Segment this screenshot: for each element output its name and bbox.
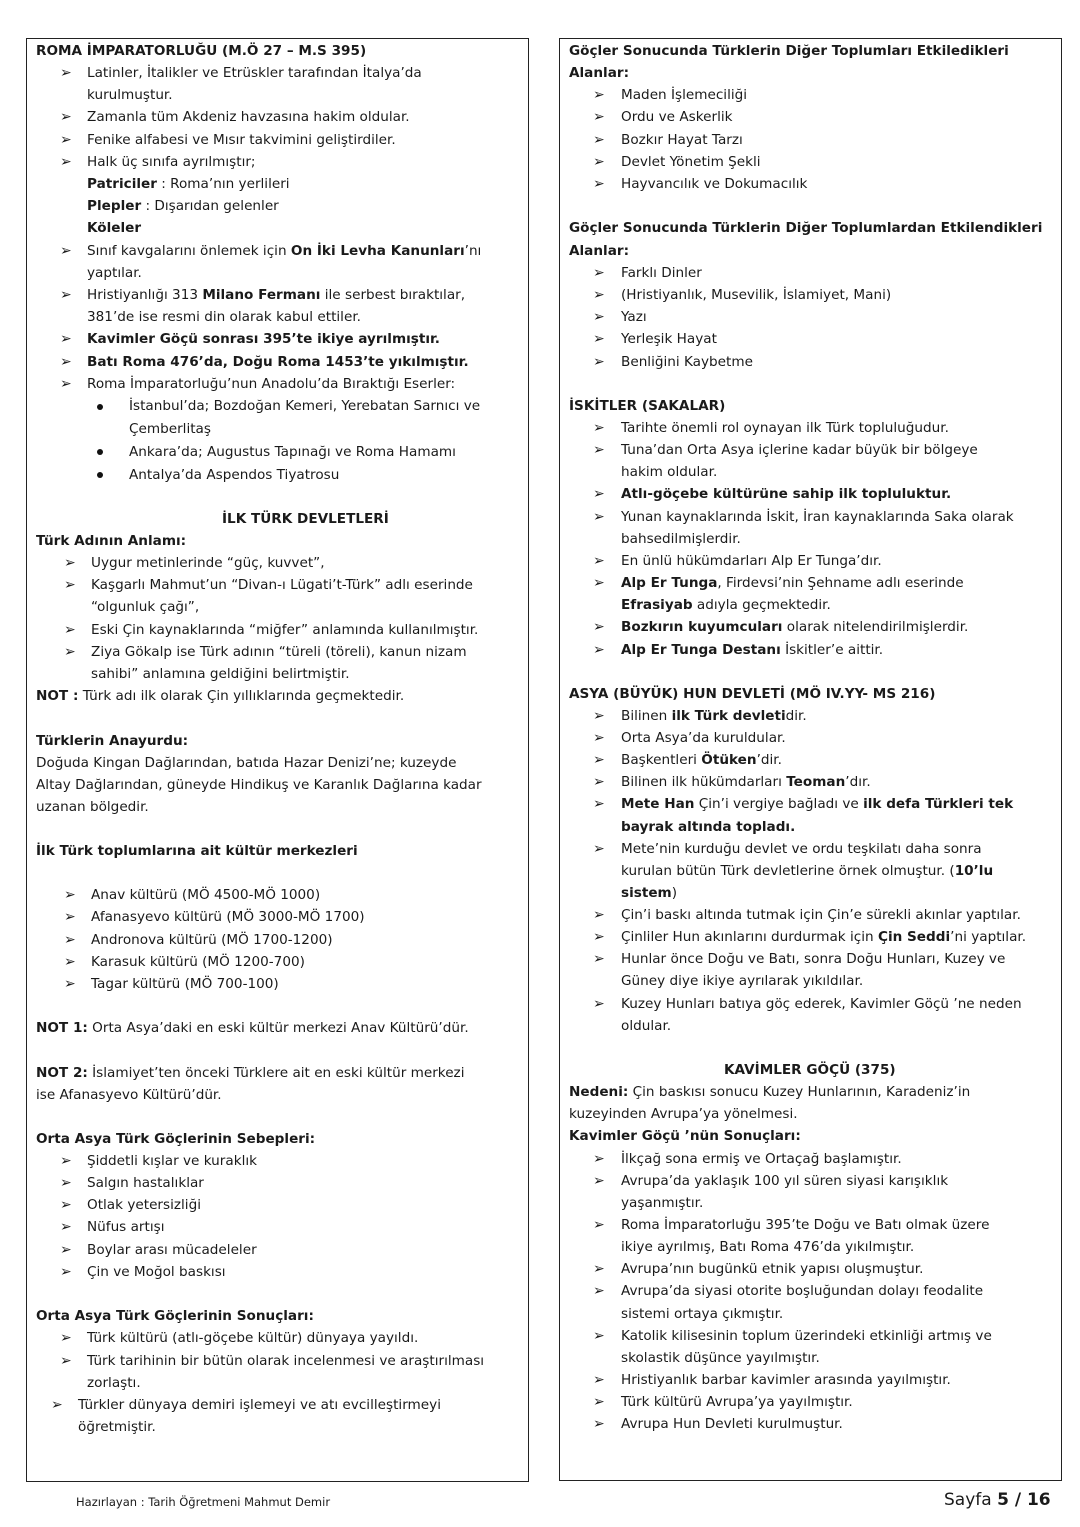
arrow-icon: ➢ <box>593 642 605 658</box>
arrow-icon: ➢ <box>60 243 72 259</box>
arrow-icon: ➢ <box>60 1242 72 1258</box>
arrow-icon: ➢ <box>593 575 605 591</box>
class-patriciler: Patriciler : Roma’nın yerlileri <box>87 176 290 192</box>
arrow-icon: ➢ <box>64 976 76 992</box>
arrow-icon: ➢ <box>593 1372 605 1388</box>
arrow-icon: ➢ <box>593 1261 605 1277</box>
kavimler-title: KAVİMLER GÖÇÜ (375) <box>724 1062 896 1078</box>
etkiledikleri-title: Göçler Sonucunda Türklerin Diğer Toplumları Etkiledikleri <box>569 43 1009 59</box>
arrow-icon: ➢ <box>593 331 605 347</box>
arrow-icon: ➢ <box>64 887 76 903</box>
roma-title: ROMA İMPARATORLUĞU (M.Ö 27 – M.S 395) <box>36 43 367 59</box>
arrow-icon: ➢ <box>593 154 605 170</box>
arrow-icon: ➢ <box>64 644 76 660</box>
kavimler-sonuc-title: Kavimler Göçü ’nün Sonuçları: <box>569 1128 801 1144</box>
kultur-title: İlk Türk toplumlarına ait kültür merkezleri <box>36 843 358 859</box>
arrow-icon: ➢ <box>60 1197 72 1213</box>
arrow-icon: ➢ <box>60 1153 72 1169</box>
arrow-icon: ➢ <box>593 708 605 724</box>
arrow-icon: ➢ <box>593 907 605 923</box>
arrow-icon: ➢ <box>593 774 605 790</box>
hun-title: ASYA (BÜYÜK) HUN DEVLETİ (MÖ IV.YY- MS 216) <box>569 686 936 702</box>
arrow-icon: ➢ <box>593 996 605 1012</box>
arrow-icon: ➢ <box>593 1151 605 1167</box>
arrow-icon: ➢ <box>60 1330 72 1346</box>
arrow-icon: ➢ <box>593 354 605 370</box>
right-content: Göçler Sonucunda Türklerin Diğer Toplumları Etkiledikleri Alanlar: ➢ Maden İşlemeciliği ➢ Ordu ve Askerlik ➢ Bozkır Hayat Tarzı ➢ Devlet Yönetim Şekli ➢ Hayvancılık ve Dokumacılık Göçler Sonucunda Türklerin Diğer Toplumlardan Etkilendikleri Alanlar: ➢ Farklı Dinler ➢ (Hristiyanlık, Musevilik, İslamiyet, Mani) ➢ Yazı ➢ Yerleşik Hayat ➢ Benliğini Kaybetme İSKİTLER (SAKALAR) ➢ Tarihte önemli rol oynayan ilk Türk topluluğudur. ➢ Tuna’dan Orta Asya içlerine kadar büyük bir bölgeye hakim oldular. ➢ Atlı-göçebe kültürüne sahip ilk topluluktur. ➢ Yunan kaynaklarında İskit, İran kaynaklarında Saka olarak bahsedilmişlerdir. ➢ En ünlü hükümdarları Alp Er Tunga’dır. ➢ Alp Er Tunga, Firdevsi’nin Şehname adlı eserinde Efrasiyab adıyla geçmektedir. ➢ Bozkırın kuyumcuları olarak nitelendirilmişlerdir. ➢ Alp Er Tunga Destanı İskitler’e aittir. ASYA (BÜYÜK) HUN DEVLETİ (MÖ IV.YY- MS 216) ➢ Bilinen ilk Türk devletidir. ➢ Orta Asya’da kuruldular. ➢ Başkentleri Ötüken’dir. ➢ Bilinen ilk hükümdarları Teoman’dır. ➢ Mete Han Çin’i vergiye bağladı ve ilk defa Türkleri tek bayrak altında topladı. ➢ Mete’nin kurduğu devlet ve ordu teşkilatı daha sonra kurulan bütün Türk devletlerine örnek olmuştur. (10’lu sistem) ➢ Çin’i baskı altında tutmak için Çin’e sürekli akınlar yaptılar. ➢ Çinliler Hun akınlarını durdurmak için Çin Seddi’ni yaptılar. ➢ Hunlar önce Doğu ve Batı, sonra Doğu Hunları, Kuzey ve Güney diye ikiye ayrılarak yıkıldılar. ➢ Kuzey Hunları batıya göç ederek, Kavimler Göçü ’ne neden oldular. KAVİMLER GÖÇÜ (375) Nedeni: Çin baskısı sonucu Kuzey Hunlarının, Karadeniz’in kuzeyinden Avrupa’ya yönelmesi. Kavimler Göçü ’nün Sonuçları: ➢ İlkçağ sona ermiş ve Ortaçağ başlamıştır. ➢ Avrupa’da yaklaşık 100 yıl süren siyasi karışıklık yaşanmıştır. ➢ Roma İmparatorluğu 395’te Doğu ve Batı olmak üzere ikiye ayrılmış, Batı Roma 476’da yıkılmıştır. ➢ Avrupa’nın bugünkü etnik yapısı oluşmuştur. ➢ Avrupa’da siyasi otorite boşluğundan dolayı feodalite sistemi ortaya çıkmıştır. ➢ Katolik kilisesinin toplum üzerindeki etkinliği artmış ve skolastik düşünce yayılmıştır. ➢ Hristiyanlık barbar kavimler arasında yayılmıştır. ➢ Türk kültürü Avrupa’ya yayılmıştır. ➢ Avrupa Hun Devleti kurulmuştur. <box>0 0 1080 1527</box>
arrow-icon: ➢ <box>60 331 72 347</box>
etkilendikleri-title: Göçler Sonucunda Türklerin Diğer Toplumlardan Etkilendikleri <box>569 220 1043 236</box>
arrow-icon: ➢ <box>64 932 76 948</box>
arrow-icon: ➢ <box>64 622 76 638</box>
arrow-icon: ➢ <box>593 176 605 192</box>
arrow-icon: ➢ <box>593 619 605 635</box>
arrow-icon: ➢ <box>593 132 605 148</box>
arrow-icon: ➢ <box>60 132 72 148</box>
anayurt-title: Türklerin Anayurdu: <box>36 733 189 749</box>
arrow-icon: ➢ <box>60 154 72 170</box>
arrow-icon: ➢ <box>60 287 72 303</box>
arrow-icon: ➢ <box>593 553 605 569</box>
arrow-icon: ➢ <box>64 954 76 970</box>
arrow-icon: ➢ <box>64 909 76 925</box>
note-1: NOT 1: Orta Asya’daki en eski kültür merkezi Anav Kültürü’dür. <box>36 1020 469 1036</box>
arrow-icon: ➢ <box>64 555 76 571</box>
arrow-icon: ➢ <box>593 287 605 303</box>
note-2: NOT 2: İslamiyet’ten önceki Türklere ait en eski kültür merkezi <box>36 1065 465 1081</box>
arrow-icon: ➢ <box>593 309 605 325</box>
arrow-icon: ➢ <box>593 841 605 857</box>
turk-adi-title: Türk Adının Anlamı: <box>36 533 187 549</box>
arrow-icon: ➢ <box>593 796 605 812</box>
arrow-icon: ➢ <box>593 109 605 125</box>
sebep-title: Orta Asya Türk Göçlerinin Sebepleri: <box>36 1131 316 1147</box>
arrow-icon: ➢ <box>593 1173 605 1189</box>
arrow-icon: ➢ <box>593 951 605 967</box>
arrow-icon: ➢ <box>593 730 605 746</box>
arrow-icon: ➢ <box>60 1175 72 1191</box>
left-content: ROMA İMPARATORLUĞU (M.Ö 27 – M.S 395) ➢ Latinler, İtalikler ve Etrüskler tarafından İtalya’da kurulmuştur. ➢ Zamanla tüm Akdeniz havzasına hakim oldular. ➢ Fenike alfabesi ve Mısır takvimini geliştirdiler. ➢ Halk üç sınıfa ayrılmıştır; Patriciler : Roma’nın yerlileri Plepler : Dışarıdan gelenler Köleler ➢ Sınıf kavgalarını önlemek için On İki Levha Kanunları’nı yaptılar. ➢ Hristiyanlığı 313 Milano Fermanı ile serbest bıraktılar, 381’de ise resmi din olarak kabul ettiler. ➢ Kavimler Göçü sonrası 395’te ikiye ayrılmıştır. ➢ Batı Roma 476’da, Doğu Roma 1453’te yıkılmıştır. ➢ Roma İmparatorluğu’nun Anadolu’da Bıraktığı Eserler: İstanbul’da; Bozdoğan Kemeri, Yerebatan Sarnıcı ve Çemberlitaş Ankara’da; Augustus Tapınağı ve Roma Hamamı Antalya’da Aspendos Tiyatrosu İLK TÜRK DEVLETLERİ Türk Adının Anlamı: ➢ Uygur metinlerinde “güç, kuvvet”, ➢ Kaşgarlı Mahmut’un “Divan-ı Lügati’t-Türk” adlı eserinde “olgunluk çağı”, ➢ Eski Çin kaynaklarında “miğfer” anlamında kullanılmıştır. ➢ Ziya Gökalp ise Türk adının “türeli (töreli), kanun nizam sahibi” anlamına geldiğini belirtmiştir. NOT : Türk adı ilk olarak Çin yıllıklarında geçmektedir. Türklerin Anayurdu: Doğuda Kingan Dağlarından, batıda Hazar Denizi’ne; kuzeyde Altay Dağlarından, güneyde Hindikuş ve Karanlık Dağlarına kadar uzanan bölgedir. İlk Türk toplumlarına ait kültür merkezleri ➢ Anav kültürü (MÖ 4500-MÖ 1000) ➢ Afanasyevo kültürü (MÖ 3000-MÖ 1700) ➢ Andronova kültürü (MÖ 1700-1200) ➢ Karasuk kültürü (MÖ 1200-700) ➢ Tagar kültürü (MÖ 700-100) NOT 1: Orta Asya’daki en eski kültür merkezi Anav Kültürü’dür. NOT 2: İslamiyet’ten önceki Türklere ait en eski kültür merkezi ise Afanasyevo Kültürü’dür. Orta Asya Türk Göçlerinin Sebepleri: ➢ Şiddetli kışlar ve kuraklık ➢ Salgın hastalıklar ➢ Otlak yetersizliği ➢ Nüfus artışı ➢ Boylar arası mücadeleler ➢ Çin ve Moğol baskısı Orta Asya Türk Göçlerinin Sonuçları: ➢ Türk kültürü (atlı-göçebe kültür) dünyaya yayıldı. ➢ Türk tarihinin bir bütün olarak incelenmesi ve araştırılması zorlaştı. ➢ Türkler dünyaya demiri işlemeyi ve atı evcilleştirmeyi öğretmiştir. <box>0 0 1080 1527</box>
arrow-icon: ➢ <box>593 486 605 502</box>
arrow-icon: ➢ <box>60 1219 72 1235</box>
arrow-icon: ➢ <box>60 109 72 125</box>
class-koleler: Köleler <box>87 220 142 236</box>
arrow-icon: ➢ <box>51 1397 63 1413</box>
page-number: Sayfa 5 / 16 <box>944 1490 1051 1510</box>
arrow-icon: ➢ <box>593 265 605 281</box>
footer-author: Hazırlayan : Tarih Öğretmeni Mahmut Demir <box>76 1495 331 1509</box>
ilk-turk-title: İLK TÜRK DEVLETLERİ <box>222 511 389 527</box>
sonuc-title: Orta Asya Türk Göçlerinin Sonuçları: <box>36 1308 314 1324</box>
iskitler-title: İSKİTLER (SAKALAR) <box>569 398 726 414</box>
arrow-icon: ➢ <box>60 354 72 370</box>
arrow-icon: ➢ <box>593 1394 605 1410</box>
arrow-icon: ➢ <box>60 65 72 81</box>
arrow-icon: ➢ <box>593 420 605 436</box>
class-plepler: Plepler : Dışarıdan gelenler <box>87 198 279 214</box>
arrow-icon: ➢ <box>593 1217 605 1233</box>
note: NOT : Türk adı ilk olarak Çin yıllıklarında geçmektedir. <box>36 688 405 704</box>
arrow-icon: ➢ <box>593 929 605 945</box>
arrow-icon: ➢ <box>60 1264 72 1280</box>
arrow-icon: ➢ <box>593 1416 605 1432</box>
arrow-icon: ➢ <box>593 442 605 458</box>
arrow-icon: ➢ <box>593 1283 605 1299</box>
arrow-icon: ➢ <box>593 1328 605 1344</box>
arrow-icon: ➢ <box>593 87 605 103</box>
arrow-icon: ➢ <box>593 752 605 768</box>
kavimler-neden: Nedeni: Çin baskısı sonucu Kuzey Hunlarının, Karadeniz’in <box>569 1084 971 1100</box>
arrow-icon: ➢ <box>60 376 72 392</box>
arrow-icon: ➢ <box>60 1353 72 1369</box>
arrow-icon: ➢ <box>64 577 76 593</box>
arrow-icon: ➢ <box>593 509 605 525</box>
